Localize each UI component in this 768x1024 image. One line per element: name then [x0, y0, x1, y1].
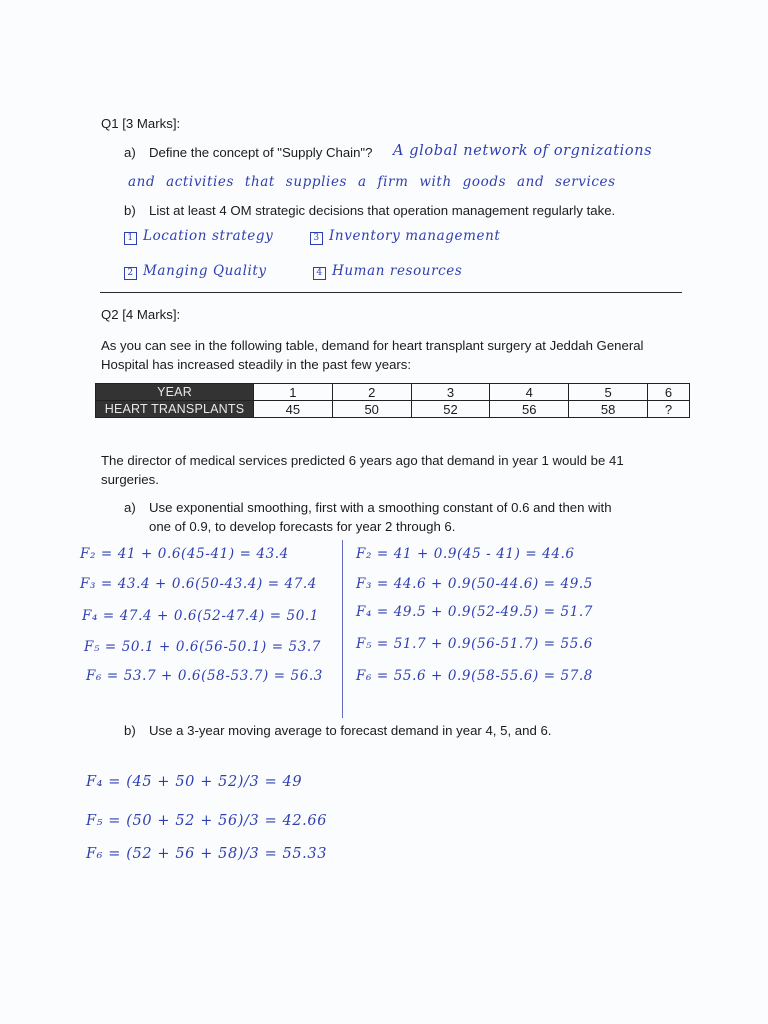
forecast-calc: = 47.4 + 0.6(52-47.4) = 50.1 — [102, 608, 319, 624]
table-cell: 1 — [254, 384, 333, 401]
forecast-calc: = 53.7 + 0.6(58-53.7) = 56.3 — [106, 668, 323, 684]
forecast-label: F₄ — [82, 608, 98, 624]
table-cell: 50 — [332, 401, 411, 418]
q1b-answer-3 — [310, 228, 500, 245]
table-cell: 58 — [569, 401, 648, 418]
forecast-calc: = 41 + 0.6(45-41) = 43.4 — [100, 546, 289, 562]
q2a-prompt-line1: Use exponential smoothing, first with a smoothing constant of 0.6 and then with — [149, 500, 612, 515]
q1a-answer-line2: and activities that supplies a firm with goods and services — [128, 174, 616, 190]
table-cell: 56 — [490, 401, 569, 418]
forecast-calc: = 41 + 0.9(45 - 41) = 44.6 — [376, 546, 575, 562]
q1b-answer-2 — [124, 263, 267, 280]
moving-average-line — [86, 774, 302, 790]
forecast-label: F₅ — [356, 636, 372, 652]
answer-text: Location strategy — [143, 228, 274, 244]
forecast-line — [356, 604, 593, 620]
forecast-label: F₆ — [86, 668, 102, 684]
q1b-answer-1 — [124, 228, 273, 245]
answer-number-box: 4 — [313, 267, 326, 280]
q2a-prompt-line2: one of 0.9, to develop forecasts for year 2 through 6. — [149, 519, 456, 534]
forecast-calc: = (50 + 52 + 56)/3 = 42.66 — [108, 813, 328, 829]
q2b-label: b) — [124, 723, 136, 738]
table-cell: 5 — [569, 384, 648, 401]
forecast-calc: = 44.6 + 0.9(50-44.6) = 49.5 — [376, 576, 593, 592]
table-cell: 45 — [254, 401, 333, 418]
table-row — [96, 384, 690, 401]
forecast-label: F₆ — [356, 668, 372, 684]
forecast-line — [82, 608, 319, 624]
demand-table — [95, 383, 690, 418]
q2a-label: a) — [124, 500, 136, 515]
forecast-line — [356, 546, 575, 562]
table-cell: 3 — [411, 384, 490, 401]
forecast-line — [84, 639, 321, 655]
forecast-calc: = 50.1 + 0.6(56-50.1) = 53.7 — [104, 639, 321, 655]
forecast-label: F₃ — [356, 576, 372, 592]
table-row — [96, 401, 690, 418]
q1a-label: a) — [124, 145, 136, 160]
forecast-label: F₃ — [80, 576, 96, 592]
q1a-answer-line1: A global network of orgnizations — [393, 143, 653, 159]
answer-number-box: 1 — [124, 232, 137, 245]
forecast-line — [86, 668, 323, 684]
forecast-label: F₄ — [86, 774, 104, 790]
answer-text: Human resources — [332, 263, 463, 279]
forecast-line — [80, 576, 317, 592]
forecast-label: F₂ — [356, 546, 372, 562]
q1b-answer-4 — [313, 263, 462, 280]
q2-director-statement: The director of medical services predicted 6 years ago that demand in year 1 would be 41 surgeries. — [101, 453, 624, 487]
forecast-label: F₂ — [80, 546, 96, 562]
forecast-calc: = 49.5 + 0.9(52-49.5) = 51.7 — [376, 604, 593, 620]
forecast-calc: = (45 + 50 + 52)/3 = 49 — [108, 774, 303, 790]
table-cell: ? — [647, 401, 689, 418]
column-divider — [342, 540, 343, 718]
q2-title: Q2 [4 Marks]: — [101, 307, 181, 322]
forecast-calc: = 43.4 + 0.6(50-43.4) = 47.4 — [100, 576, 317, 592]
forecast-label: F₅ — [84, 639, 100, 655]
forecast-calc: = (52 + 56 + 58)/3 = 55.33 — [108, 846, 328, 862]
answer-number-box: 2 — [124, 267, 137, 280]
moving-average-line — [86, 813, 327, 829]
table-row-header: YEAR — [96, 384, 254, 401]
forecast-line — [356, 668, 593, 684]
q1a-prompt: Define the concept of "Supply Chain"? — [149, 145, 373, 160]
table-cell: 4 — [490, 384, 569, 401]
answer-text: Inventory management — [329, 228, 501, 244]
moving-average-line — [86, 846, 327, 862]
forecast-line — [356, 636, 593, 652]
table-cell: 2 — [332, 384, 411, 401]
q2b-prompt: Use a 3-year moving average to forecast demand in year 4, 5, and 6. — [149, 723, 552, 738]
forecast-label: F₅ — [86, 813, 104, 829]
q2-intro: As you can see in the following table, demand for heart transplant surgery at Jeddah General Hospital has increased steadily in the past few years: — [101, 338, 644, 372]
table-row-header: HEART TRANSPLANTS — [96, 401, 254, 418]
answer-number-box: 3 — [310, 232, 323, 245]
forecast-line — [80, 546, 289, 562]
answer-text: Manging Quality — [143, 263, 267, 279]
q1b-prompt: List at least 4 OM strategic decisions that operation management regularly take. — [149, 203, 616, 218]
q1b-label: b) — [124, 203, 136, 218]
forecast-calc: = 55.6 + 0.9(58-55.6) = 57.8 — [376, 668, 593, 684]
table-cell: 6 — [647, 384, 689, 401]
forecast-line — [356, 576, 593, 592]
section-divider — [100, 292, 682, 293]
forecast-label: F₄ — [356, 604, 372, 620]
forecast-label: F₆ — [86, 846, 104, 862]
q1-title: Q1 [3 Marks]: — [101, 116, 181, 131]
forecast-calc: = 51.7 + 0.9(56-51.7) = 55.6 — [376, 636, 593, 652]
table-cell: 52 — [411, 401, 490, 418]
